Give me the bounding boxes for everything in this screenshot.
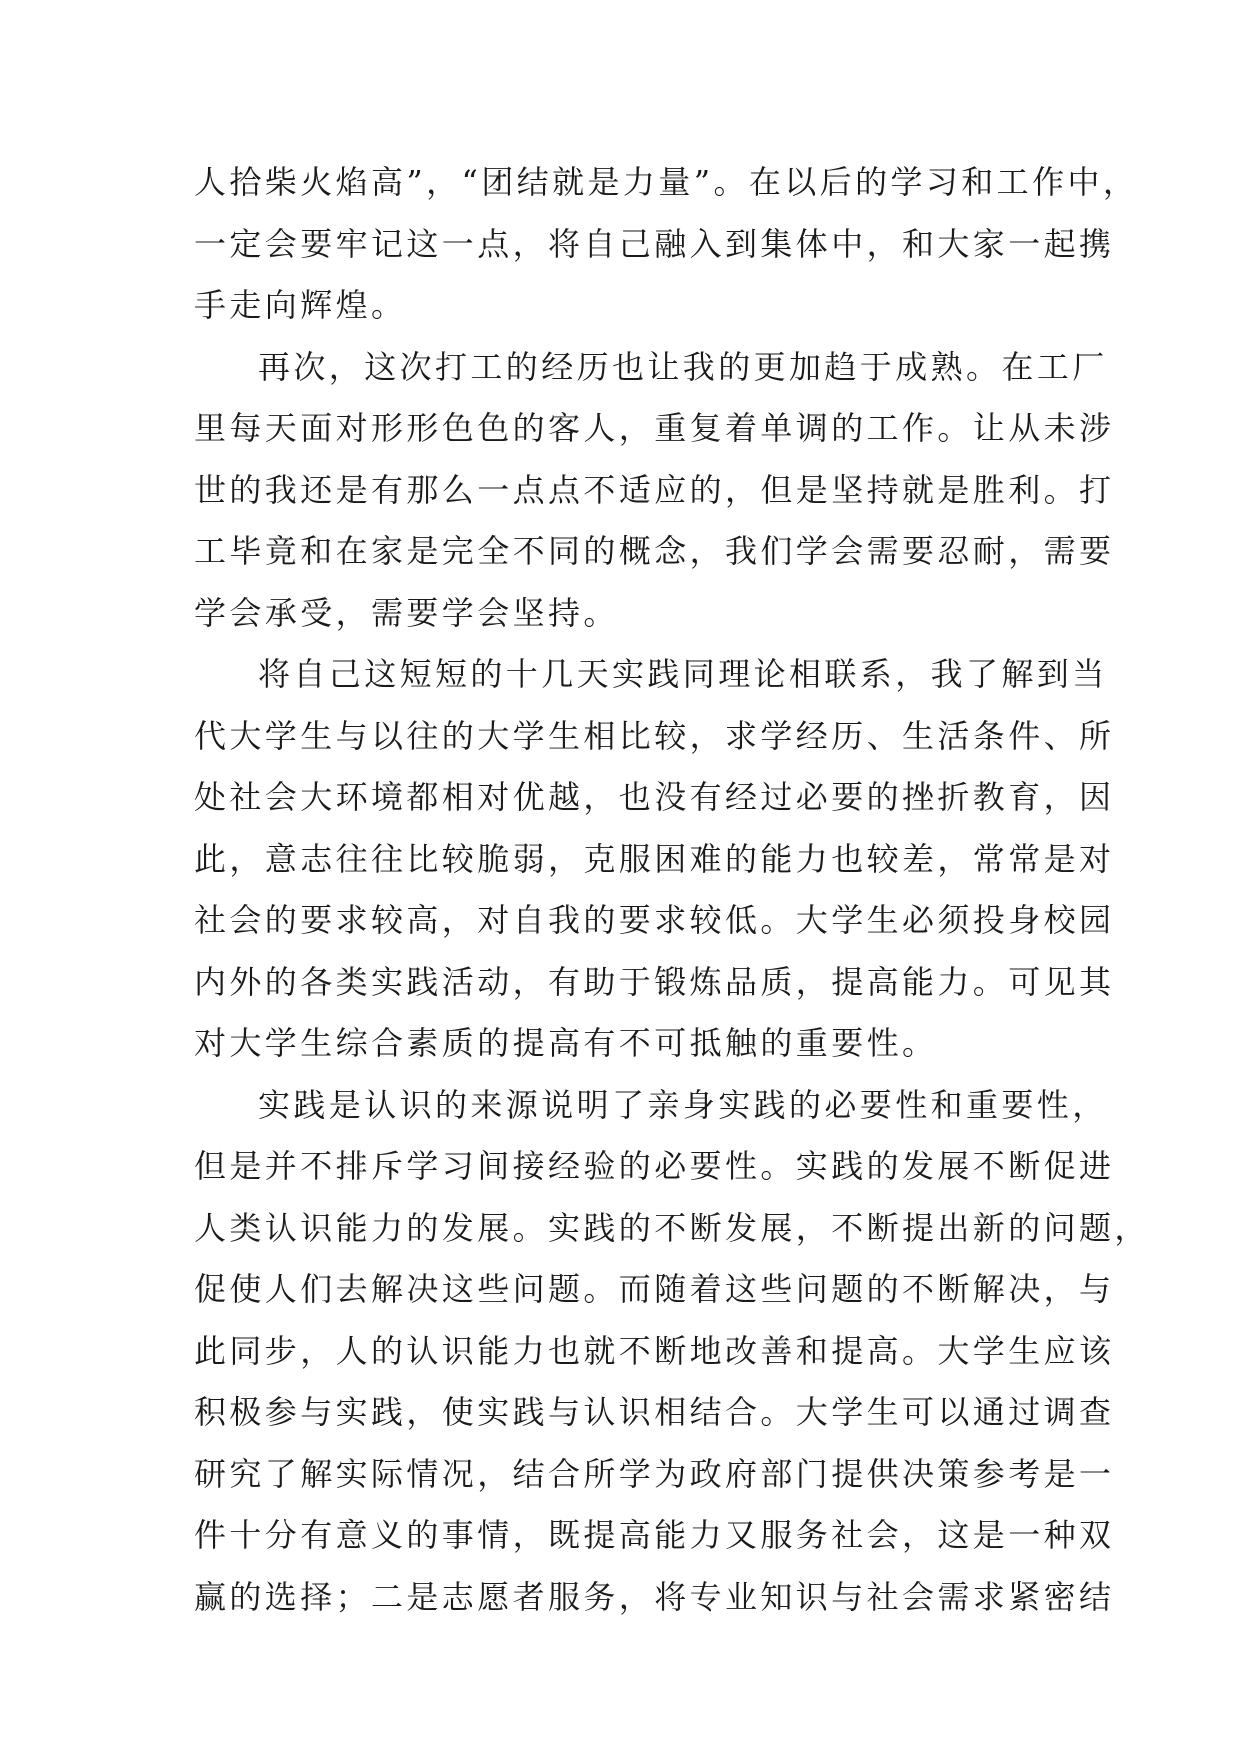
text-line: 内外的各类实践活动，有助于锻炼品质，提高能力。可见其 [194,962,1115,1001]
text-line: 学会承受，需要学会坚持。 [194,593,619,632]
text-line: 促使人们去解决这些问题。而随着这些问题的不断解决，与 [194,1270,1115,1308]
paragraph-start-line: 再次，这次打工的经历也让我的更加趋于成熟。在工厂 [258,347,1108,386]
text-line: 代大学生与以往的大学生相比较，求学经历、生活条件、所 [194,716,1115,755]
text-line: 此同步，人的认识能力也就不断地改善和提高。大学生应该 [194,1331,1115,1370]
text-line: 此，意志往往比较脆弱，克服困难的能力也较差，常常是对 [194,839,1115,878]
text-line: 人类认识能力的发展。实践的不断发展，不断提出新的问题， [194,1208,1150,1247]
text-line: 手走向辉煌。 [194,286,407,324]
text-line: 但是并不排斥学习间接经验的必要性。实践的发展不断促进 [194,1147,1115,1185]
paragraph-start-line: 实践是认识的来源说明了亲身实践的必要性和重要性， [258,1085,1108,1124]
text-line: 件十分有意义的事情，既提高能力又服务社会，这是一种双 [194,1516,1115,1554]
text-line: 一定会要牢记这一点，将自己融入到集体中，和大家一起携 [194,224,1115,263]
paragraph-start-line: 将自己这短短的十几天实践同理论相联系，我了解到当 [258,655,1108,693]
text-line: 对大学生综合素质的提高有不可抵触的重要性。 [194,1024,938,1062]
text-line: 处社会大环境都相对优越，也没有经过必要的挫折教育，因 [194,778,1115,816]
text-line: 里每天面对形形色色的客人，重复着单调的工作。让从未涉 [194,409,1115,447]
text-line: 研究了解实际情况，结合所学为政府部门提供决策参考是一 [194,1454,1115,1493]
text-line: 世的我还是有那么一点点不适应的，但是坚持就是胜利。打 [194,470,1115,509]
text-line: 工毕竟和在家是完全不同的概念，我们学会需要忍耐，需要 [194,532,1115,570]
text-line: 积极参与实践，使实践与认识相结合。大学生可以通过调查 [194,1393,1115,1431]
document-body [194,152,1150,1628]
text-line: 人拾柴火焰高”，“团结就是力量”。在以后的学习和工作中， [194,163,1139,201]
text-line: 赢的选择；二是志愿者服务，将专业知识与社会需求紧密结 [194,1577,1115,1616]
text-line: 社会的要求较高，对自我的要求较低。大学生必须投身校园 [194,901,1115,939]
